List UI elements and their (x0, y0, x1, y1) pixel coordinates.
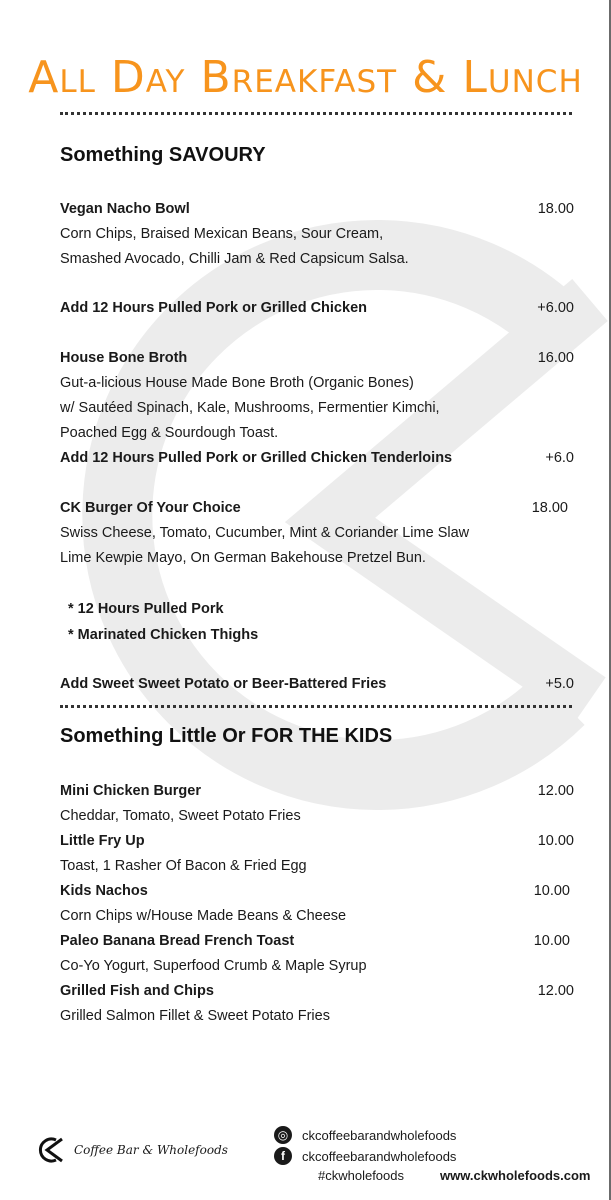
menu-item (60, 346, 574, 371)
item-price: 10.00 (533, 933, 570, 949)
instagram-handle[interactable] (274, 1126, 456, 1144)
item-description: Co-Yo Yogurt, Superfood Crumb & Maple Syrup (60, 958, 367, 974)
menu-item (60, 779, 574, 804)
item-name: Vegan Nacho Bowl (60, 201, 190, 217)
item-price: 18.00 (531, 500, 568, 516)
menu-addon (60, 672, 574, 697)
item-description: Toast, 1 Rasher Of Bacon & Fried Egg (60, 858, 307, 874)
item-description: Gut-a-licious House Made Bone Broth (Organic Bones) (60, 375, 414, 391)
item-description: Smashed Avocado, Chilli Jam & Red Capsicum Salsa. (60, 251, 409, 267)
brand-name: Coffee Bar & Wholefoods (74, 1143, 228, 1157)
item-name: Grilled Fish and Chips (60, 983, 214, 999)
item-price: 12.00 (537, 783, 574, 799)
menu-item (60, 929, 570, 954)
menu-item (60, 879, 570, 904)
item-name: Add 12 Hours Pulled Pork or Grilled Chicken (60, 300, 367, 316)
section-heading-savoury: Something SAVOURY (60, 144, 266, 166)
item-price: 18.00 (537, 201, 574, 217)
instagram-text: ckcoffeebarandwholefoods (302, 1127, 457, 1143)
item-description: Lime Kewpie Mayo, On German Bakehouse Pretzel Bun. (60, 550, 426, 566)
item-name: CK Burger Of Your Choice (60, 500, 241, 516)
menu-addon (60, 296, 574, 321)
item-description: Poached Egg & Sourdough Toast. (60, 425, 279, 441)
instagram-icon: ◎ (274, 1126, 292, 1144)
item-description: Corn Chips, Braised Mexican Beans, Sour Cream, (60, 226, 384, 242)
item-description: Cheddar, Tomato, Sweet Potato Fries (60, 808, 301, 824)
item-name: Paleo Banana Bread French Toast (60, 933, 295, 949)
brand-logo (32, 1135, 228, 1165)
item-name: House Bone Broth (60, 350, 188, 366)
item-price: 16.00 (537, 350, 574, 366)
section-heading-kids: Something Little Or FOR THE KIDS (60, 725, 393, 747)
item-name: Kids Nachos (60, 883, 148, 899)
burger-choice: * 12 Hours Pulled Pork (68, 601, 224, 617)
item-description: Corn Chips w/House Made Beans & Cheese (60, 908, 347, 924)
item-name: Add Sweet Sweet Potato or Beer-Battered Fries (60, 676, 387, 692)
hashtag: #ckwholefoods (318, 1168, 404, 1183)
item-price: +6.00 (537, 300, 574, 316)
item-price: +6.0 (545, 450, 574, 466)
menu-item (60, 197, 574, 222)
ck-logo-icon (32, 1135, 68, 1165)
menu-addon (60, 446, 574, 471)
item-name: Add 12 Hours Pulled Pork or Grilled Chicken Tenderloins (60, 450, 453, 466)
item-price: 10.00 (533, 883, 570, 899)
item-price: 12.00 (537, 983, 574, 999)
facebook-icon: f (274, 1147, 292, 1165)
item-price: 10.00 (537, 833, 574, 849)
item-description: Swiss Cheese, Tomato, Cucumber, Mint & Coriander Lime Slaw (60, 525, 470, 541)
facebook-handle[interactable] (274, 1147, 456, 1165)
divider (60, 112, 572, 115)
facebook-text: ckcoffeebarandwholefoods (302, 1148, 457, 1164)
item-name: Mini Chicken Burger (60, 783, 201, 799)
menu-item (60, 496, 568, 521)
item-description: Grilled Salmon Fillet & Sweet Potato Fries (60, 1008, 330, 1024)
divider (60, 705, 572, 708)
item-description: w/ Sautéed Spinach, Kale, Mushrooms, Fermentier Kimchi, (60, 400, 440, 416)
burger-choice: * Marinated Chicken Thighs (68, 627, 259, 643)
menu-item (60, 979, 574, 1004)
item-price: +5.0 (545, 676, 574, 692)
item-name: Little Fry Up (60, 833, 145, 849)
page-title: All Day Breakfast & Lunch (28, 52, 583, 103)
website-link[interactable]: www.ckwholefoods.com (440, 1168, 591, 1183)
menu-item (60, 829, 574, 854)
